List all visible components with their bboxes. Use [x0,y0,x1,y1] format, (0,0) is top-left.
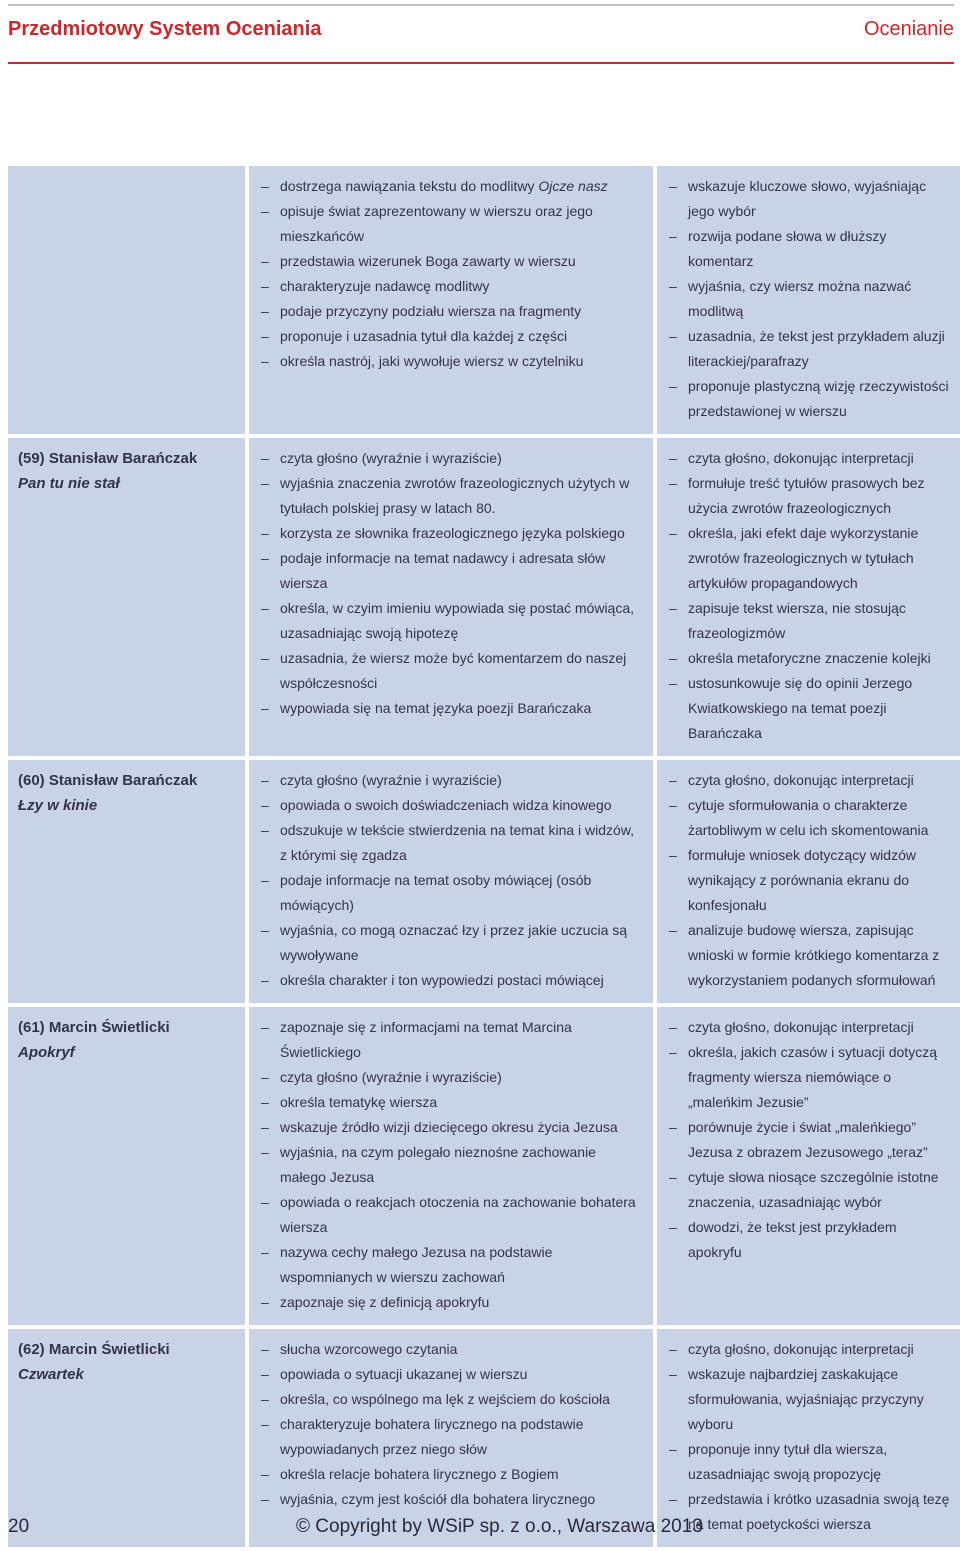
table-row [8,438,960,760]
list-item: – podaje informacje na temat nadawcy i adresata słów wiersza [259,546,643,596]
list-item: – podaje przyczyny podziału wiersza na fragmenty [259,299,643,324]
table-row [8,166,960,438]
list-item: – charakteryzuje bohatera lirycznego na podstawie wypowiadanych przez niego słów [259,1412,643,1462]
list-item: – określa, co wspólnego ma lęk z wejściem do kościoła [259,1387,643,1412]
list-item: – opisuje świat zaprezentowany w wierszu oraz jego mieszkańców [259,199,643,249]
list-item: – słucha wzorcowego czytania [259,1337,643,1362]
list-item: – charakteryzuje nadawcę modlitwy [259,274,643,299]
page-number: 20 [8,1516,30,1537]
list-item: – przedstawia i krótko uzasadnia swoją tezę na temat poetyckości wiersza [667,1487,950,1537]
list-item: – wyjaśnia, co mogą oznaczać łzy i przez jakie uczucia są wywoływane [259,918,643,968]
list-item: – cytuje sformułowania o charakterze żartobliwym w celu ich skomentowania [667,793,950,843]
list-item: – dowodzi, że tekst jest przykładem apokryfu [667,1215,950,1265]
poem-cell [8,438,249,760]
list-item: – wyjaśnia, na czym polegało nieznośne zachowanie małego Jezusa [259,1140,643,1190]
list-item: – formułuje wniosek dotyczący widzów wynikający z porównania ekranu do konfesjonału [667,843,950,918]
list-item: – ustosunkowuje się do opinii Jerzego Kwiatkowskiego na temat poezji Barańczaka [667,671,950,746]
list-item: – korzysta ze słownika frazeologicznego języka polskiego [259,521,643,546]
poem-title: Łzy w kinie [18,797,98,814]
page-header [8,14,954,48]
list-item: – określa nastrój, jaki wywołuje wiersz w czytelniku [259,349,643,374]
list-item: – czyta głośno (wyraźnie i wyraziście) [259,768,643,793]
document-title: Przedmiotowy System Oceniania [8,18,322,40]
basic-requirements-cell [249,166,657,438]
extended-requirements-cell-list [667,1337,950,1537]
list-item: – opowiada o sytuacji ukazanej w wierszu [259,1362,643,1387]
list-item: – określa, jaki efekt daje wykorzystanie zwrotów frazeologicznych w tytułach artykułów propagandowych [667,521,950,596]
list-item: – uzasadnia, że tekst jest przykładem aluzji literackiej/parafrazy [667,324,950,374]
list-item: – wyjaśnia, czym jest kościół dla bohatera lirycznego [259,1487,643,1512]
copyright-notice: © Copyright by WSiP sp. z o.o., Warszawa 2013 [296,1516,703,1537]
extended-requirements-cell-list [667,768,950,993]
list-item: – analizuje budowę wiersza, zapisując wnioski w formie krótkiego komentarza z wykorzystaniem podanych sformułowań [667,918,950,993]
list-item: – wyjaśnia, czy wiersz można nazwać modlitwą [667,274,950,324]
basic-requirements-cell [249,438,657,760]
list-item: – określa tematykę wiersza [259,1090,643,1115]
poem-cell [8,1007,249,1329]
list-item: – wskazuje kluczowe słowo, wyjaśniając jego wybór [667,174,950,224]
list-item: – proponuje i uzasadnia tytuł dla każdej z części [259,324,643,349]
list-item: – wypowiada się na temat języka poezji Barańczaka [259,696,643,721]
list-item: – określa metaforyczne znaczenie kolejki [667,646,950,671]
basic-requirements-cell [249,1007,657,1329]
poem-title: Pan tu nie stał [18,475,120,492]
list-item: – wskazuje najbardziej zaskakujące sformułowania, wyjaśniając przyczyny wyboru [667,1362,950,1437]
poem-cell [8,166,249,438]
extended-requirements-cell [657,166,960,438]
list-item: – formułuje treść tytułów prasowych bez użycia zwrotów frazeologicznych [667,471,950,521]
list-item: – wskazuje źródło wizji dziecięcego okresu życia Jezusa [259,1115,643,1140]
list-item: – porównuje życie i świat „maleńkiego” Jezusa z obrazem Jezusowego „teraz” [667,1115,950,1165]
list-item: – czyta głośno (wyraźnie i wyraziście) [259,1065,643,1090]
extended-requirements-cell [657,760,960,1007]
basic-requirements-cell-list [259,446,643,721]
basic-requirements-cell-list [259,1015,643,1315]
table-row [8,760,960,1007]
list-item: – zapisuje tekst wiersza, nie stosując frazeologizmów [667,596,950,646]
list-item: – proponuje plastyczną wizję rzeczywistości przedstawionej w wierszu [667,374,950,424]
list-item: – czyta głośno, dokonując interpretacji [667,446,950,471]
list-item: – czyta głośno (wyraźnie i wyraziście) [259,446,643,471]
table-row [8,1007,960,1329]
list-item: – uzasadnia, że wiersz może być komentarzem do naszej współczesności [259,646,643,696]
top-border-line [8,4,954,6]
list-item: – przedstawia wizerunek Boga zawarty w wierszu [259,249,643,274]
extended-requirements-cell-list [667,446,950,746]
extended-requirements-cell-list [667,174,950,424]
poem-cell [8,760,249,1007]
list-item: – wyjaśnia znaczenia zwrotów frazeologicznych użytych w tytułach polskiej prasy w latach 80. [259,471,643,521]
poem-number-author: (62) Marcin Świetlicki [18,1341,170,1358]
list-item: – określa charakter i ton wypowiedzi postaci mówiącej [259,968,643,993]
list-item: – opowiada o reakcjach otoczenia na zachowanie bohatera wiersza [259,1190,643,1240]
list-item: – czyta głośno, dokonując interpretacji [667,1337,950,1362]
basic-requirements-cell-list [259,174,643,374]
extended-requirements-cell-list [667,1015,950,1265]
list-item: – opowiada o swoich doświadczeniach widza kinowego [259,793,643,818]
poem-number-author: (60) Stanisław Barańczak [18,772,198,789]
basic-requirements-cell-list [259,1337,643,1512]
basic-requirements-cell-list [259,768,643,993]
requirements-table [8,166,960,1551]
poem-cell [8,1329,249,1551]
poem-title: Apokryf [18,1044,75,1061]
extended-requirements-cell [657,438,960,760]
list-item: – odszukuje w tekście stwierdzenia na temat kina i widzów, z którymi się zgadza [259,818,643,868]
header-divider [8,62,954,64]
section-name: Ocenianie [863,18,954,40]
list-item: – cytuje słowa niosące szczególnie istotne znaczenia, uzasadniając wybór [667,1165,950,1215]
list-item: – określa, jakich czasów i sytuacji dotyczą fragmenty wiersza niemówiące o „maleńkim Jezusie” [667,1040,950,1115]
list-item: – określa relacje bohatera lirycznego z Bogiem [259,1462,643,1487]
list-item: – zapoznaje się z definicją apokryfu [259,1290,643,1315]
list-item: – zapoznaje się z informacjami na temat Marcina Świetlickiego [259,1015,643,1065]
list-item: – proponuje inny tytuł dla wiersza, uzasadniając swoją propozycję [667,1437,950,1487]
basic-requirements-cell [249,760,657,1007]
poem-number-author: (61) Marcin Świetlicki [18,1019,170,1036]
list-item: – czyta głośno, dokonując interpretacji [667,768,950,793]
list-item: – nazywa cechy małego Jezusa na podstawie wspomnianych w wierszu zachowań [259,1240,643,1290]
list-item: – określa, w czyim imieniu wypowiada się postać mówiąca, uzasadniając swoją hipotezę [259,596,643,646]
extended-requirements-cell [657,1007,960,1329]
list-item: – czyta głośno, dokonując interpretacji [667,1015,950,1040]
list-item: – rozwija podane słowa w dłuższy komentarz [667,224,950,274]
list-item: – dostrzega nawiązania tekstu do modlitwy Ojcze nasz [259,174,643,199]
poem-number-author: (59) Stanisław Barańczak [18,450,198,467]
list-item: – podaje informacje na temat osoby mówiącej (osób mówiących) [259,868,643,918]
poem-title: Czwartek [18,1366,84,1383]
